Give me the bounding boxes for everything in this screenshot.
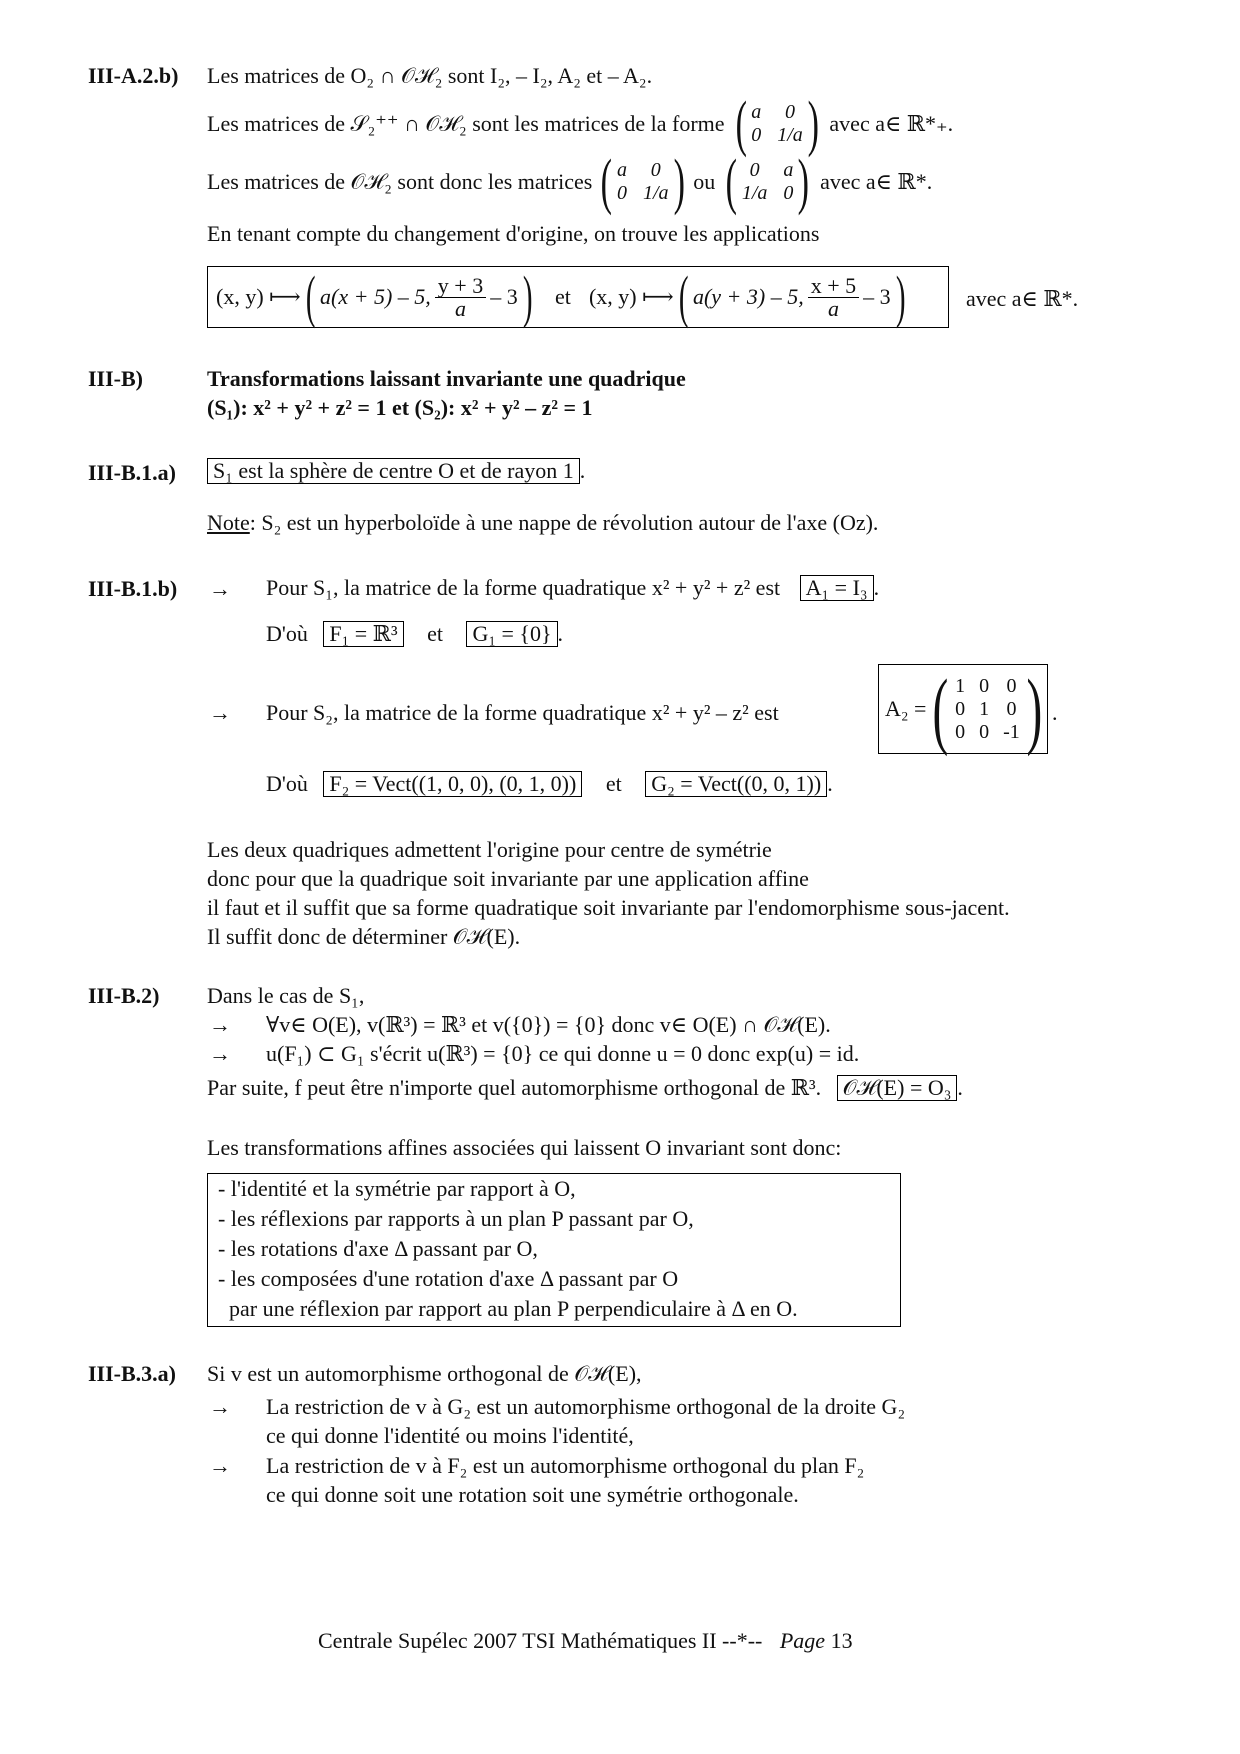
matrix-cell: 0 <box>979 674 990 697</box>
matrix-cell: 1 <box>955 674 966 697</box>
text-or: ou <box>693 169 716 194</box>
text-et: et <box>427 621 443 646</box>
text-line: Il suffit donc de déterminer 𝒪ℋ(E). <box>207 924 521 949</box>
matrix-cell: 0 <box>979 720 990 743</box>
right-paren: ) <box>798 148 810 216</box>
fraction-numerator: x + 5 <box>808 275 859 298</box>
note-label: Note <box>207 510 250 535</box>
note-text: : S₂ est un hyperboloïde à une nappe de révolution autour de l'axe (Oz). <box>249 510 879 535</box>
matrix-cell: 0 <box>1006 697 1017 720</box>
footer-page-word: Page <box>779 1628 826 1653</box>
arrow-icon: → <box>209 1041 231 1066</box>
boxed-g1: G₁ = {0} <box>466 621 557 647</box>
arrow-icon: → <box>209 576 231 601</box>
matrix-cell: 1/a <box>642 182 669 204</box>
text-line: Pour S₂, la matrice de la forme quadratique x² + y² – z² est <box>266 700 779 725</box>
line-f2-g2: D'où F₂ = Vect((1, 0, 0), (0, 1, 0)) et G₂ = Vect((0, 0, 1)) . <box>266 771 833 796</box>
matrix-cell: a <box>616 159 627 181</box>
text-map-head: (x, y) ⟼ <box>588 284 674 309</box>
line-a1: Pour S₁, la matrice de la forme quadratique x² + y² + z² est A₁ = I₃ . <box>266 575 880 600</box>
matrix-cell: 0 <box>1006 674 1017 697</box>
text-line: La restriction de v à G₂ est un automorphisme orthogonal de la droite G₂ <box>266 1394 906 1419</box>
matrix-grid <box>617 159 669 205</box>
matrix-cell: 0 <box>955 720 966 743</box>
right-paren: ) <box>522 264 533 329</box>
boxed-f2: F₂ = Vect((1, 0, 0), (0, 1, 0)) <box>323 771 582 797</box>
text-line: La restriction de v à F₂ est un automorphisme orthogonal du plan F₂ <box>266 1453 865 1478</box>
label-III-A-2-b: III-A.2.b) <box>88 63 179 88</box>
text-map-body: a(y + 3) – 5, <box>692 284 804 309</box>
text-dod: D'où <box>266 621 308 646</box>
left-paren: ( <box>600 148 613 216</box>
left-paren: ( <box>735 90 747 158</box>
text-dot: . <box>1052 700 1058 725</box>
text-line: avec a∈ ℝ*₊. <box>829 111 954 136</box>
list-item: - les rotations d'axe Δ passant par O, <box>218 1236 538 1261</box>
left-paren: ( <box>678 264 689 329</box>
matrix-antidiag <box>721 148 814 216</box>
arrow-icon: → <box>209 700 231 725</box>
list-item: - les réflexions par rapports à un plan P passant par O, <box>218 1206 694 1231</box>
boxed-applications <box>207 266 949 328</box>
right-paren: ) <box>895 264 906 329</box>
section-title: Transformations laissant invariante une quadrique <box>207 366 686 391</box>
text-line: En tenant compte du changement d'origine, on trouve les applications <box>207 221 820 246</box>
footer-page-number: 13 <box>830 1628 853 1653</box>
matrix-cell: 0 <box>784 101 795 123</box>
text-line: Les transformations affines associées qui laissent O invariant sont donc: <box>207 1135 842 1160</box>
arrow-icon: → <box>209 1394 231 1419</box>
label-III-B-3-a: III-B.3.a) <box>88 1361 177 1386</box>
fraction-denominator: a <box>827 295 839 321</box>
text-line: il faut et il suffit que sa forme quadratique soit invariante par l'endomorphisme sous-jacent. <box>207 895 1010 920</box>
text-line: Les matrices de 𝒮₂⁺⁺ ∩ 𝒪ℋ₂ sont les matrices de la forme <box>207 111 725 136</box>
text-line: avec a∈ ℝ*. <box>966 286 1079 311</box>
text-et: et <box>555 284 571 309</box>
left-paren: ( <box>932 661 949 757</box>
text-line: donc pour que la quadrique soit invariante par une application affine <box>207 866 809 891</box>
left-paren: ( <box>725 148 738 216</box>
matrix-cell: 0 <box>616 182 627 204</box>
text-et: et <box>605 771 622 796</box>
fraction <box>435 272 486 321</box>
line-f1-g1: D'où F₁ = ℝ³ et G₁ = {0} . <box>266 621 564 646</box>
matrix-grid <box>742 159 794 205</box>
matrix-cell: 1/a <box>777 124 803 146</box>
matrix-cell: 0 <box>751 124 762 146</box>
text-line: Les matrices de O₂ ∩ 𝒪ℋ₂ sont I₂, – I₂, A₂ et – A₂. <box>207 63 653 88</box>
label-III-B-1-a: III-B.1.a) <box>88 460 177 485</box>
note-line <box>207 510 878 536</box>
text-line: Les deux quadriques admettent l'origine pour centre de symétrie <box>207 837 772 862</box>
text-line: avec a∈ ℝ*. <box>820 169 933 194</box>
arrow-icon: → <box>209 1453 231 1478</box>
matrix-cell: a <box>783 159 794 181</box>
matrix-grid <box>955 675 1020 744</box>
matrix-cell: 0 <box>650 159 661 181</box>
matrix-cell: 0 <box>955 697 966 720</box>
text-dod: D'où <box>266 771 308 796</box>
fraction <box>808 272 859 321</box>
left-paren: ( <box>305 264 316 329</box>
text-line: ∀v∈ O(E), v(ℝ³) = ℝ³ et v({0}) = {0} donc v∈ O(E) ∩ 𝒪ℋ(E). <box>266 1012 831 1037</box>
boxed-a1: A₁ = I₃ <box>800 575 874 601</box>
list-item: - les composées d'une rotation d'axe Δ passant par O <box>218 1266 679 1291</box>
matrix-cell: -1 <box>1003 720 1020 743</box>
page-footer <box>318 1628 853 1654</box>
text-line: Si v est un automorphisme orthogonal de 𝒪ℋ(E), <box>207 1361 642 1386</box>
right-paren: ) <box>673 148 685 216</box>
text-line: Dans le cas de S₁, <box>207 983 365 1008</box>
text-line: ce qui donne l'identité ou moins l'identité, <box>266 1423 634 1448</box>
matrix-cell: 0 <box>749 159 760 181</box>
matrix-cell: 0 <box>783 182 794 204</box>
text-map-body: a(x + 5) – 5, <box>320 284 431 309</box>
boxed-a2 <box>878 661 1048 757</box>
label-III-B-1-b: III-B.1.b) <box>88 576 178 601</box>
boxed-f1: F₁ = ℝ³ <box>323 621 403 647</box>
label-III-B: III-B) <box>88 366 144 391</box>
a2-label: A₂ = <box>885 696 927 721</box>
matrix-grid <box>751 101 803 147</box>
line-matrices-s2 <box>207 90 954 158</box>
matrix-cell: a <box>751 101 762 123</box>
list-item: - l'identité et la symétrie par rapport à O, <box>218 1176 576 1201</box>
right-paren: ) <box>1026 661 1042 757</box>
result-line <box>207 458 585 484</box>
right-paren: ) <box>807 90 819 158</box>
text-map-head: (x, y) ⟼ <box>216 284 301 309</box>
line-matrices-oh2 <box>207 148 933 216</box>
boxed-result: S₁ est la sphère de centre O et de rayon 1 <box>207 458 580 484</box>
label-III-B-2: III-B.2) <box>88 983 160 1008</box>
list-item: par une réflexion par rapport au plan P perpendiculaire à Δ en O. <box>218 1296 798 1321</box>
matrix-cell: 1/a <box>741 182 768 204</box>
boxed-oh-e: 𝒪ℋ(E) = O₃ <box>837 1075 958 1101</box>
quadric-equations: (S₁): x² + y² + z² = 1 et (S₂): x² + y² – z² = 1 <box>207 395 593 420</box>
text-map-tail: – 3 <box>863 284 891 309</box>
text-line: ce qui donne soit une rotation soit une symétrie orthogonale. <box>266 1482 799 1507</box>
text-line: Par suite, f peut être n'importe quel automorphisme orthogonal de ℝ³. <box>207 1075 822 1100</box>
footer-text: Centrale Supélec 2007 TSI Mathématiques II --*-- <box>318 1628 763 1653</box>
text-line: Pour S₁, la matrice de la forme quadratique x² + y² + z² est <box>266 575 781 600</box>
arrow-icon: → <box>209 1012 231 1037</box>
text-line: Les matrices de 𝒪ℋ₂ sont donc les matrices <box>207 169 593 194</box>
text-map-tail: – 3 <box>490 284 518 309</box>
matrix-a2 <box>926 661 1048 757</box>
matrix-a-inv <box>596 148 689 216</box>
text-line: u(F₁) ⊂ G₁ s'écrit u(ℝ³) = {0} ce qui donne u = 0 donc exp(u) = id. <box>266 1041 860 1066</box>
boxed-transformation-list <box>207 1173 901 1327</box>
boxed-g2: G₂ = Vect((0, 0, 1)) <box>645 771 827 797</box>
matrix-a-inv <box>731 90 824 158</box>
text-dot: . <box>579 458 586 483</box>
line-conclusion: Par suite, f peut être n'importe quel automorphisme orthogonal de ℝ³. 𝒪ℋ(E) = O₃ . <box>207 1075 963 1100</box>
fraction-numerator: y + 3 <box>435 275 486 298</box>
matrix-cell: 1 <box>979 697 990 720</box>
fraction-denominator: a <box>455 295 466 321</box>
